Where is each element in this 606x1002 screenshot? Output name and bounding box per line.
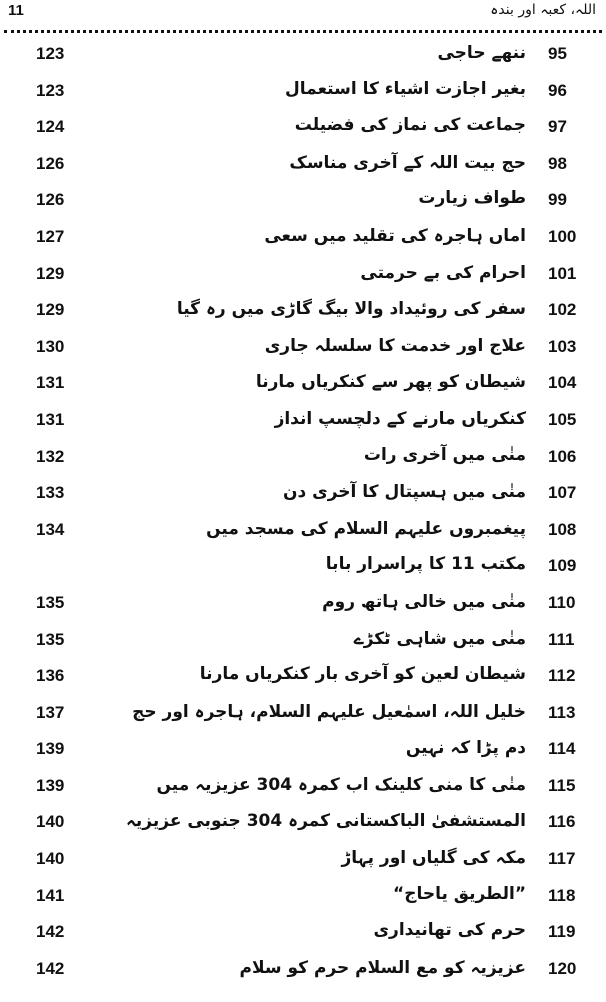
toc-entry-title: طواف زیارت <box>418 188 526 209</box>
toc-entry-number: 101 <box>548 263 577 283</box>
toc-entry-title: مکہ کی گلیاں اور پہاڑ <box>341 848 526 869</box>
page-number: 11 <box>8 2 24 19</box>
toc-entry-number: 97 <box>548 117 567 137</box>
toc-entry-number: 113 <box>548 702 576 722</box>
toc-entry <box>0 622 606 659</box>
toc-entry-number: 99 <box>548 190 567 210</box>
toc-entry-title: علاج اور خدمت کا سلسلہ جاری <box>264 335 526 356</box>
toc-entry <box>0 658 606 695</box>
toc-entry-title: حرم کی تھانیداری <box>373 920 526 941</box>
toc-page-number: 126 <box>36 153 65 173</box>
toc-entry <box>0 475 606 512</box>
toc-entry <box>0 73 606 110</box>
toc-entry-number: 105 <box>548 409 577 429</box>
toc-entry-number: 109 <box>548 556 577 576</box>
toc-entry-title: خلیل اللہ، اسمٰعیل علیہم السلام، ہاجرہ اور حج <box>132 701 526 722</box>
toc-page-number: 140 <box>36 812 65 832</box>
toc-page-number: 124 <box>36 117 65 137</box>
toc-page-number: 135 <box>36 629 65 649</box>
toc-entry-number: 107 <box>548 483 577 503</box>
page-header <box>0 0 606 40</box>
toc-entry-number: 102 <box>548 300 577 320</box>
toc-page-number: 141 <box>36 885 65 905</box>
toc-entry-title: پیغمبروں علیہم السلام کی مسجد میں <box>206 518 526 539</box>
toc-entry-title: منٰی کا منی کلینک اب کمرہ 304 عزیزیہ میں <box>156 774 526 795</box>
toc-entry <box>0 36 606 73</box>
toc-page-number: 139 <box>36 739 65 759</box>
toc-entry <box>0 329 606 366</box>
toc-entry-number: 112 <box>548 666 576 686</box>
toc-page-number: 135 <box>36 592 65 612</box>
toc-entry-title: حج بیت اللہ کے آخری مناسک <box>289 152 526 173</box>
toc-page-number: 132 <box>36 446 65 466</box>
toc-entry <box>0 256 606 293</box>
toc-entry <box>0 365 606 402</box>
toc-entry-number: 104 <box>548 373 577 393</box>
toc-entry-number: 98 <box>548 153 567 173</box>
toc-entry-number: 117 <box>548 849 576 869</box>
toc-entry <box>0 439 606 476</box>
toc-entry-title: منٰی میں ہسپتال کا آخری دن <box>282 482 526 503</box>
toc-page-number: 123 <box>36 44 65 63</box>
toc-entry <box>0 841 606 878</box>
toc-entry <box>0 146 606 183</box>
toc-page-number: 140 <box>36 849 65 869</box>
toc-entry <box>0 512 606 549</box>
toc-entry-number: 114 <box>548 739 576 759</box>
toc-entry <box>0 695 606 732</box>
toc-entry-number: 96 <box>548 80 567 100</box>
toc-entry <box>0 219 606 256</box>
toc-page-number: 131 <box>36 409 65 429</box>
running-title: اللہ، کعبہ اور بندہ <box>490 2 596 18</box>
toc-page-number: 142 <box>36 922 65 942</box>
toc-page-number: 127 <box>36 226 65 246</box>
toc-entry-number: 116 <box>548 812 576 832</box>
toc-entry <box>0 292 606 329</box>
toc-entry-title: جماعت کی نماز کی فضیلت <box>294 115 526 136</box>
toc-page-number: 139 <box>36 775 65 795</box>
toc-page-number: 123 <box>36 80 65 100</box>
toc-entry-title: ”الطریق یاحاج“ <box>393 883 526 904</box>
toc-entry-number: 111 <box>548 629 575 649</box>
toc-page-number: 126 <box>36 190 65 210</box>
toc-entry <box>0 731 606 768</box>
toc-entry <box>0 548 606 585</box>
toc-page-number: 130 <box>36 336 65 356</box>
toc-entry <box>0 768 606 805</box>
toc-entry-number: 100 <box>548 226 577 246</box>
toc-entry <box>0 402 606 439</box>
toc-entry-number: 95 <box>548 44 567 63</box>
toc-entry-title: اماں ہاجرہ کی تقلید میں سعی <box>264 225 526 246</box>
toc-page-number: 134 <box>36 519 65 539</box>
toc-page-number: 136 <box>36 666 65 686</box>
dotted-rule <box>4 30 602 33</box>
toc-entry-title: بغیر اجازت اشیاء کا استعمال <box>285 78 526 99</box>
toc-entry <box>0 182 606 219</box>
toc-entry-number: 110 <box>548 592 576 612</box>
toc-page-number: 137 <box>36 702 65 722</box>
toc-entry-title: مکتب 11 کا پراسرار بابا <box>325 554 526 575</box>
toc-entry <box>0 914 606 951</box>
toc-entry-title: سفر کی روئیداد والا بیگ گاڑی میں رہ گیا <box>176 299 526 320</box>
toc-entry-title: منٰی میں خالی ہاتھ روم <box>322 591 526 612</box>
toc-page-number: 133 <box>36 483 65 503</box>
toc-entry <box>0 585 606 622</box>
toc-entry-number: 120 <box>548 958 577 978</box>
toc-entry <box>0 804 606 841</box>
toc-entry-title: دم پڑا کہ نہیں <box>405 738 526 759</box>
toc-page-number: 131 <box>36 373 65 393</box>
toc-entry-title: ننھے حاجی <box>437 43 526 63</box>
toc-entry-title: منٰی میں آخری رات <box>363 444 526 465</box>
toc-entry-title: منٰی میں شاہی ٹکڑے <box>353 628 526 649</box>
toc-entry-title: کنکریاں مارنے کے دلچسپ انداز <box>274 408 526 429</box>
toc-entry-title: المستشفیٰ الباکستانی کمرہ 304 جنوبی عزیزیہ <box>125 811 526 832</box>
toc-entry <box>0 109 606 146</box>
toc-entry-title: احرام کی بے حرمتی <box>360 262 526 283</box>
toc-entry-title: عزیزیہ کو مع السلام حرم کو سلام <box>239 957 526 978</box>
toc-page-number: 142 <box>36 958 65 978</box>
toc-entry-number: 106 <box>548 446 577 466</box>
toc-entry-number: 103 <box>548 336 577 356</box>
toc-page-number: 129 <box>36 263 65 283</box>
toc-entry-title: شیطان لعین کو آخری بار کنکریاں مارنا <box>199 664 526 685</box>
table-of-contents <box>0 36 606 987</box>
toc-entry-number: 118 <box>548 885 576 905</box>
toc-entry-number: 115 <box>548 775 576 795</box>
toc-entry <box>0 878 606 915</box>
toc-entry-number: 119 <box>548 922 576 942</box>
toc-entry-title: شیطان کو پھر سے کنکریاں مارنا <box>255 372 526 393</box>
toc-page-number: 129 <box>36 300 65 320</box>
toc-entry-number: 108 <box>548 519 577 539</box>
toc-entry <box>0 951 606 988</box>
